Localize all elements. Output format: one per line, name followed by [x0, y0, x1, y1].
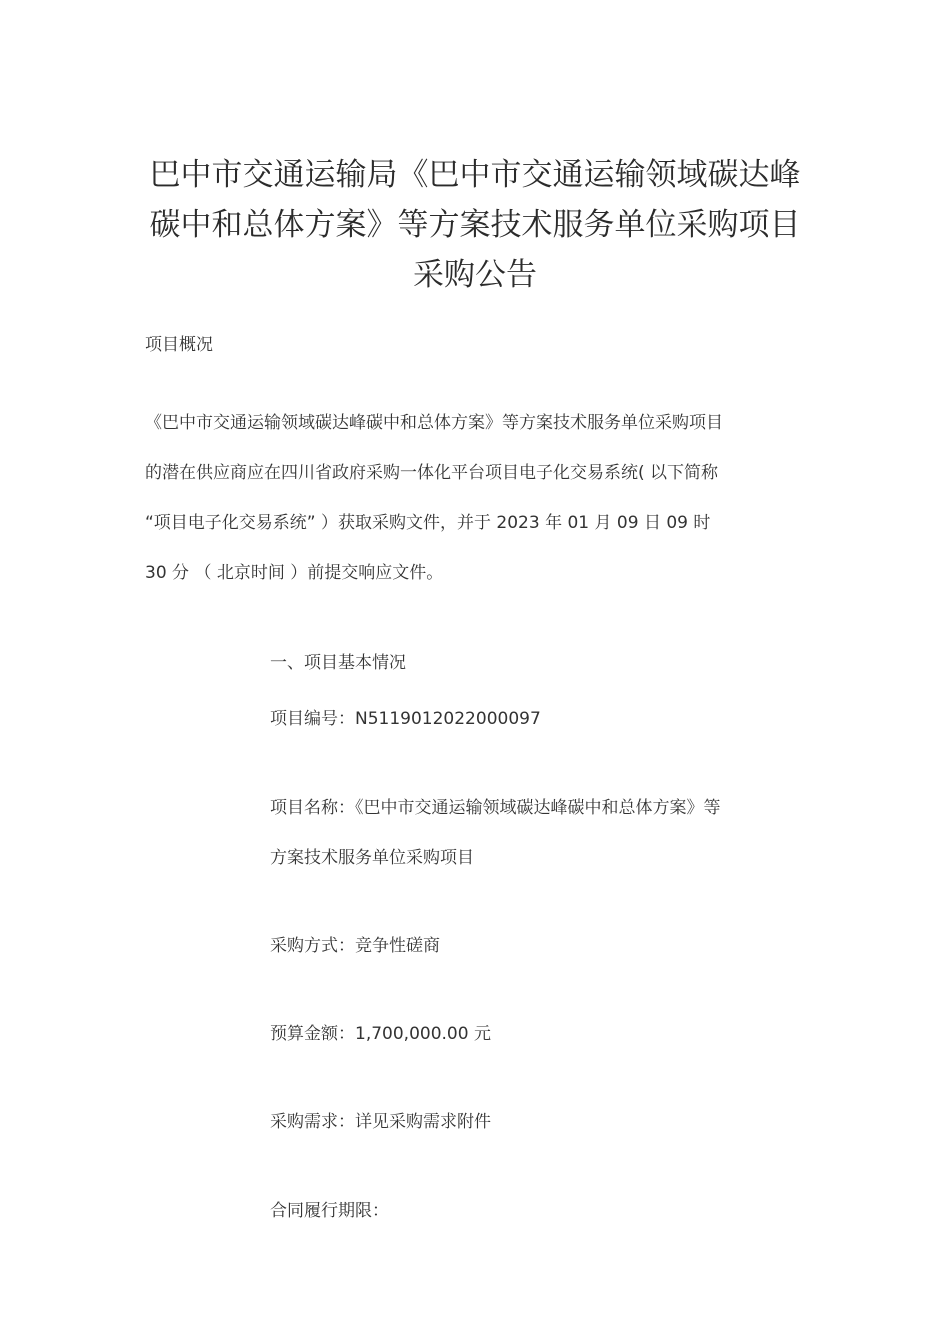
title-line: 采购公告: [413, 257, 537, 293]
intro-line: “项目电子化交易系统” ）获取采购文件，并于 2023 年 01 月 09 日 09 时: [145, 513, 711, 533]
section-heading: 一、项目基本情况: [270, 653, 406, 673]
project-name: [270, 783, 810, 883]
project-code: 项目编号：N5119012022000097: [270, 709, 541, 729]
contract-term: 合同履行期限：: [270, 1201, 389, 1221]
intro-paragraph: [145, 398, 805, 598]
project-name-line: 项目名称：《巴中市交通运输领域碳达峰碳中和总体方案》等: [270, 798, 721, 818]
intro-line: 30 分 （ 北京时间 ）前提交响应文件。: [145, 563, 444, 583]
procurement-demand: 采购需求：详见采购需求附件: [270, 1112, 491, 1132]
document-title: [130, 150, 820, 300]
title-line: 碳中和总体方案》等方案技术服务单位采购项目: [149, 207, 801, 243]
project-name-line: 方案技术服务单位采购项目: [270, 848, 474, 868]
budget-amount: 预算金额：1,700,000.00 元: [270, 1024, 491, 1044]
procurement-method: 采购方式：竞争性磋商: [270, 936, 440, 956]
intro-line: 的潜在供应商应在四川省政府采购一体化平台项目电子化交易系统( 以下简称: [145, 463, 719, 483]
intro-line: 《巴中市交通运输领域碳达峰碳中和总体方案》等方案技术服务单位采购项目: [145, 413, 723, 433]
overview-label: 项目概况: [145, 335, 213, 355]
title-line: 巴中市交通运输局《巴中市交通运输领域碳达峰: [149, 157, 801, 193]
